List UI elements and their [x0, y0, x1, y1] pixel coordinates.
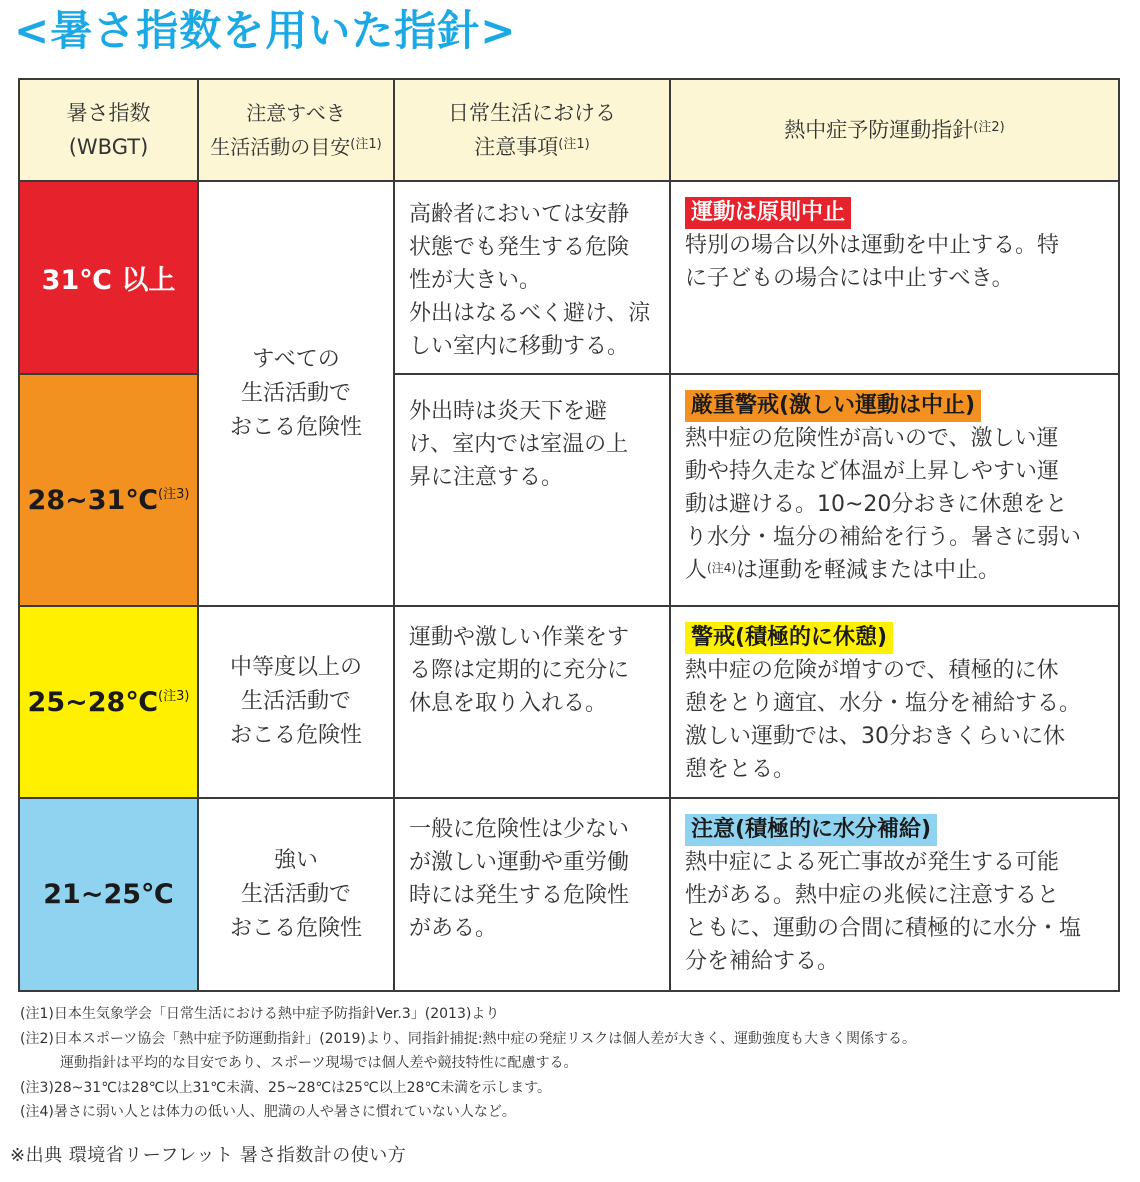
level-cell: 25~28℃$^{(注3)}$ — [19, 606, 198, 798]
exercise-guideline-cell: 注意(積極的に水分補給) 熱中症による死亡事故が発生する可能 性がある。熱中症の兆候に注意すると ともに、運動の合間に積極的に水分・塩 分を補給する。 — [670, 798, 1119, 991]
level-cell: 31℃ 以上 — [19, 181, 198, 374]
daily-life-cell: 外出時は炎天下を避 け、室内では室温の上 昇に注意する。 — [394, 374, 670, 606]
page-title: <暑さ指数を用いた指針> — [14, 6, 517, 55]
table-header-row — [19, 79, 1119, 181]
daily-life-cell: 高齢者においては安静 状態でも発生する危険 性が大きい。 外出はなるべく避け、涼 しい室内に移動する。 — [394, 181, 670, 374]
wbgt-guideline-table — [18, 78, 1120, 992]
table-row — [19, 798, 1119, 991]
exercise-guideline-cell: 警戒(積極的に休憩) 熱中症の危険が増すので、積極的に休 憩をとり適宜、水分・塩分を補給する。 激しい運動では、30分おきくらいに休 憩をとる。 — [670, 606, 1119, 798]
exercise-guideline-cell: 運動は原則中止 特別の場合以外は運動を中止する。特 に子どもの場合には中止すべき。 — [670, 181, 1119, 374]
header-activity: 注意すべき 生活活動の目安$^{(注1)}$ — [198, 79, 394, 181]
daily-life-cell: 運動や激しい作業をす る際は定期的に充分に 休息を取り入れる。 — [394, 606, 670, 798]
level-cell: 28~31℃$^{(注3)}$ — [19, 374, 198, 606]
exercise-guideline-cell: 厳重警戒(激しい運動は中止) 熱中症の危険性が高いので、激しい運 動や持久走など体温が上昇しやすい運 動は避ける。10~20分おきに休憩をと り水分・塩分の補給を行う。暑さに弱い 人$^{(注4)}$は運動を軽減または中止。 — [670, 374, 1119, 606]
guideline-tag: 運動は原則中止 — [685, 197, 851, 229]
guideline-tag: 警戒(積極的に休憩) — [685, 622, 893, 654]
table-row — [19, 606, 1119, 798]
footnote: (注4)暑さに弱い人とは体力の低い人、肥満の人や暑さに慣れていない人など。 — [20, 1104, 516, 1120]
footnote: (注2)日本スポーツ協会「熱中症予防運動指針」(2019)より、同指針捕捉:熱中症の発症リスクは個人差が大きく、運動強度も大きく関係する。 — [20, 1030, 916, 1047]
footnote: (注1)日本生気象学会「日常生活における熱中症予防指針Ver.3」(2013)より — [20, 1006, 500, 1022]
activity-cell: 強い 生活活動で おこる危険性 — [198, 798, 394, 991]
level-cell: 21~25℃ — [19, 798, 198, 991]
header-wbgt: 暑さ指数 (WBGT) — [19, 79, 198, 181]
guideline-tag: 厳重警戒(激しい運動は中止) — [685, 390, 981, 422]
footnote: 運動指針は平均的な目安であり、スポーツ現場では個人差や競技特性に配慮する。 — [60, 1055, 578, 1071]
daily-life-cell: 一般に危険性は少ない が激しい運動や重労働 時には発生する危険性 がある。 — [394, 798, 670, 991]
footnote: (注3)28~31℃は28℃以上31℃未満、25~28℃は25℃以上28℃未満を示します。 — [20, 1079, 552, 1096]
footnotes — [20, 1002, 1120, 1125]
table-row — [19, 374, 1119, 606]
table-row — [19, 181, 1119, 374]
source-credit: ※出典 環境省リーフレット 暑さ指数計の使い方 — [10, 1145, 407, 1166]
guideline-tag: 注意(積極的に水分補給) — [685, 814, 937, 846]
activity-cell: 中等度以上の 生活活動で おこる危険性 — [198, 606, 394, 798]
activity-cell: すべての 生活活動で おこる危険性 — [198, 181, 394, 606]
header-exercise-guideline: 熱中症予防運動指針$^{(注2)}$ — [670, 79, 1119, 181]
header-daily-life: 日常生活における 注意事項$^{(注1)}$ — [394, 79, 670, 181]
